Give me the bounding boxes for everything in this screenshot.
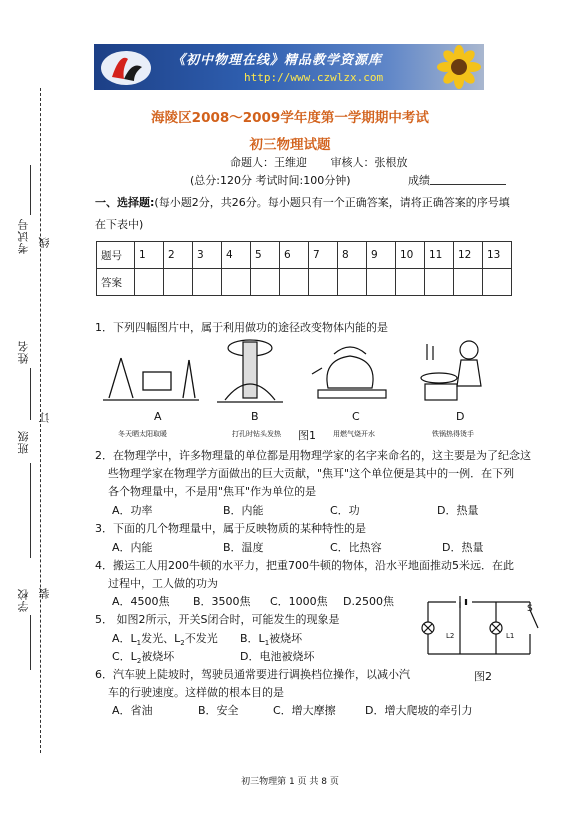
class-blank xyxy=(30,463,31,558)
school-blank xyxy=(30,615,31,670)
setter-line xyxy=(230,154,408,170)
answer-number: 9 xyxy=(367,242,396,269)
q1-option-b: B xyxy=(251,410,259,423)
name-blank xyxy=(30,368,31,420)
cooking-figure xyxy=(417,338,497,410)
class-label: 班级 xyxy=(17,430,30,454)
answer-table-row-label: 答案 xyxy=(97,269,135,296)
banner-slogan: 《初中物理在线》精品教学资源库 xyxy=(172,53,383,68)
q6-line2: 车的行驶速度。这样做的根本目的是 xyxy=(108,686,284,699)
answer-number: 3 xyxy=(193,242,222,269)
binding-mark-ding: 订 xyxy=(38,412,51,423)
q2-option-d: D．热量 xyxy=(437,504,479,517)
q5-option-d: D．电池被烧坏 xyxy=(240,650,315,663)
sunbathing-figure xyxy=(103,338,199,404)
answer-number: 11 xyxy=(425,242,454,269)
section1-line1 xyxy=(95,194,510,210)
q3-stem: 3．下面的几个物理量中，属于反映物质的某种特性的是 xyxy=(95,522,366,535)
answer-cell[interactable] xyxy=(135,269,164,296)
binding-mark-zhuang: 装 xyxy=(38,588,51,599)
answer-table xyxy=(96,241,512,296)
answer-number: 2 xyxy=(164,242,193,269)
lamp-l1-label: L1 xyxy=(506,632,515,640)
q4-option-a: A．4500焦 xyxy=(112,595,170,608)
q1-stem: 1．下列四幅图片中，属于利用做功的途径改变物体内能的是 xyxy=(95,321,388,334)
q5-option-a xyxy=(112,630,218,647)
answer-cell[interactable] xyxy=(280,269,309,296)
name-label: 姓名 xyxy=(17,340,30,364)
answer-cell[interactable] xyxy=(164,269,193,296)
q5-option-b-end: 被烧坏 xyxy=(269,632,303,645)
q4-line1: 4．搬运工人用200牛顿的水平力，把重700牛顿的物体，沿水平地面推动5米远．在此 xyxy=(95,559,514,572)
q2-line2: 些物理学家在物理学方面做出的巨大贡献，"焦耳"这个单位便是其中的一例．在下列 xyxy=(108,467,515,480)
q1-figure-label: 图1 xyxy=(298,429,316,442)
q4-option-d: D.2500焦 xyxy=(343,595,394,608)
exam-number-blank xyxy=(30,165,31,215)
answer-table-header-label: 题号 xyxy=(97,242,135,269)
section1-instructions-cont: 在下表中) xyxy=(95,218,144,231)
q1-caption-c: 用燃气烧开水 xyxy=(333,430,375,438)
q1-caption-b: 打孔时钻头发热 xyxy=(232,430,281,438)
lamp-l2-label: L2 xyxy=(446,632,455,640)
exam-subtitle: 初三物理试题 xyxy=(249,137,331,153)
reviewer: 审核人：张根放 xyxy=(330,156,408,169)
answer-cell[interactable] xyxy=(425,269,454,296)
q4-option-c: C．1000焦 xyxy=(270,595,328,608)
drill-figure xyxy=(215,338,285,408)
q5-option-a-mid: 发光、L xyxy=(141,632,181,645)
q5-option-c xyxy=(112,648,174,665)
section1-heading: 一、选择题: xyxy=(95,196,155,209)
setter: 命题人：王维迎 xyxy=(230,156,307,169)
grade-blank xyxy=(430,184,506,185)
q2-line1: 2．在物理学中，许多物理量的单位都是用物理学家的名字来命名的，这主要是为了纪念这 xyxy=(95,449,531,462)
binding-mark-xian: 线 xyxy=(38,237,51,248)
q5-option-b xyxy=(240,630,302,647)
sunflower-icon xyxy=(434,44,484,90)
q5-option-a-end: 不发光 xyxy=(184,632,218,645)
q5-figure-label: 图2 xyxy=(474,670,492,683)
page-footer: 初三物理第 1 页 共 8 页 xyxy=(241,777,339,787)
q1-option-d: D xyxy=(456,410,465,423)
q5-option-a-sub2: 2 xyxy=(180,639,185,648)
answer-cell[interactable] xyxy=(251,269,280,296)
q1-caption-d: 铁锅热得烫手 xyxy=(432,430,474,438)
grade-label: 成绩 xyxy=(408,174,430,187)
answer-cell[interactable] xyxy=(454,269,483,296)
answer-table-number-row xyxy=(97,242,512,269)
answer-number: 4 xyxy=(222,242,251,269)
answer-table-answer-row xyxy=(97,269,512,296)
score-info: (总分:120分 考试时间:100分钟) xyxy=(190,174,351,187)
kettle-figure xyxy=(310,338,394,404)
q3-option-b: B．温度 xyxy=(223,541,264,554)
answer-number: 1 xyxy=(135,242,164,269)
q3-option-a: A．内能 xyxy=(112,541,153,554)
exam-number-label: 考试号 xyxy=(17,218,30,254)
answer-number: 5 xyxy=(251,242,280,269)
q1-caption-a: 冬天晒太阳取暖 xyxy=(118,430,167,438)
answer-number: 13 xyxy=(483,242,512,269)
answer-number: 12 xyxy=(454,242,483,269)
q6-option-d: D．增大爬坡的牵引力 xyxy=(365,704,473,717)
q2-option-c: C．功 xyxy=(330,504,360,517)
answer-number: 6 xyxy=(280,242,309,269)
q1-option-a: A xyxy=(154,410,162,423)
logo-icon xyxy=(98,47,158,87)
answer-cell[interactable] xyxy=(367,269,396,296)
q5-option-b-sub: 1 xyxy=(264,639,270,648)
q5-option-c-end: 被烧坏 xyxy=(141,650,175,663)
q6-option-c: C．增大摩擦 xyxy=(273,704,336,717)
answer-cell[interactable] xyxy=(338,269,367,296)
q3-option-d: D．热量 xyxy=(442,541,484,554)
answer-cell[interactable] xyxy=(483,269,512,296)
answer-cell[interactable] xyxy=(222,269,251,296)
q4-line2: 过程中，工人做的功为 xyxy=(108,577,218,590)
section1-instructions: (每小题2分，共26分。每小题只有一个正确答案，请将正确答案的序号填 xyxy=(154,196,510,209)
q5-option-b-start: B．L xyxy=(240,632,265,645)
exam-title: 海陵区2008～2009学年度第一学期期中考试 xyxy=(151,110,429,126)
q5-option-c-sub: 2 xyxy=(136,657,142,666)
q5-option-c-start: C．L xyxy=(112,650,137,663)
switch-s-label: S xyxy=(527,604,533,614)
q1-option-c: C xyxy=(352,410,360,423)
answer-number: 8 xyxy=(338,242,367,269)
answer-number: 7 xyxy=(309,242,338,269)
q5-stem: 5． 如图2所示，开关S闭合时，可能发生的现象是 xyxy=(95,613,340,626)
banner-url: http://www.czwlzx.com xyxy=(244,71,384,84)
q2-option-b: B．内能 xyxy=(223,504,264,517)
q4-option-b: B．3500焦 xyxy=(193,595,251,608)
header-banner xyxy=(94,44,484,90)
q2-option-a: A．功率 xyxy=(112,504,153,517)
answer-cell[interactable] xyxy=(193,269,222,296)
q3-option-c: C．比热容 xyxy=(330,541,382,554)
school-label: 学校 xyxy=(17,588,30,612)
q5-option-a-start: A．L xyxy=(112,632,137,645)
q5-option-a-sub1: 1 xyxy=(136,639,142,648)
q6-option-a: A．省油 xyxy=(112,704,153,717)
answer-cell[interactable] xyxy=(396,269,425,296)
q2-line3: 各个物理量中，不是用"焦耳"作为单位的是 xyxy=(108,485,317,498)
q6-line1: 6．汽车驶上陡坡时，驾驶员通常要进行调换档位操作，以减小汽 xyxy=(95,668,410,681)
q6-option-b: B．安全 xyxy=(198,704,239,717)
answer-number: 10 xyxy=(396,242,425,269)
answer-cell[interactable] xyxy=(309,269,338,296)
